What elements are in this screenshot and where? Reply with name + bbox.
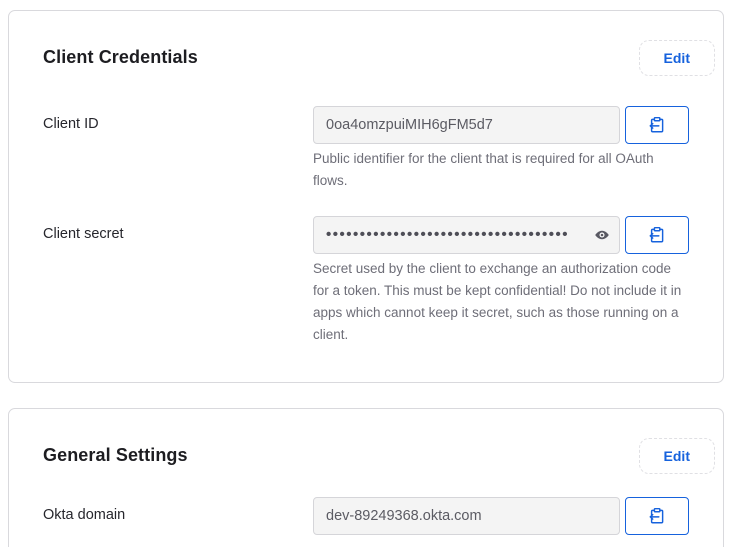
okta-domain-input[interactable] bbox=[313, 497, 620, 535]
general-settings-header bbox=[43, 437, 689, 474]
copy-client-secret-button[interactable] bbox=[625, 216, 689, 254]
copy-to-clipboard-icon bbox=[648, 507, 666, 525]
client-credentials-card bbox=[8, 10, 724, 383]
reveal-secret-button[interactable] bbox=[592, 225, 612, 245]
okta-domain-label: Okta domain bbox=[43, 507, 126, 523]
client-secret-row bbox=[43, 216, 689, 346]
general-settings-card bbox=[8, 408, 724, 547]
client-id-input[interactable] bbox=[313, 106, 620, 144]
okta-domain-content bbox=[313, 497, 689, 535]
client-id-label: Client ID bbox=[43, 116, 99, 132]
client-id-help: Public identifier for the client that is required for all OAuth flows. bbox=[313, 151, 654, 188]
client-credentials-header bbox=[43, 39, 689, 76]
client-secret-input[interactable] bbox=[313, 216, 620, 254]
copy-to-clipboard-icon bbox=[648, 226, 666, 244]
okta-domain-row bbox=[43, 497, 689, 535]
copy-client-id-button[interactable] bbox=[625, 106, 689, 144]
copy-okta-domain-button[interactable] bbox=[625, 497, 689, 535]
client-secret-input-group bbox=[313, 216, 689, 254]
client-secret-masked-value: •••••••••••••••••••••••••••••••••••• bbox=[326, 226, 570, 243]
client-id-content bbox=[313, 106, 689, 192]
eye-icon bbox=[594, 227, 610, 243]
client-id-row bbox=[43, 106, 689, 192]
edit-client-credentials-button[interactable]: Edit bbox=[639, 40, 715, 76]
general-settings-title: General Settings bbox=[43, 445, 188, 465]
copy-to-clipboard-icon bbox=[648, 116, 666, 134]
okta-domain-input-group bbox=[313, 497, 689, 535]
client-credentials-title: Client Credentials bbox=[43, 47, 198, 67]
client-secret-help: Secret used by the client to exchange an authorization code for a token. This must be kept confidential! Do not include it in apps which cannot keep it secret, such as those running on a client. bbox=[313, 261, 682, 342]
edit-general-settings-button[interactable]: Edit bbox=[639, 438, 715, 474]
client-secret-content bbox=[313, 216, 689, 346]
client-id-input-group bbox=[313, 106, 689, 144]
client-secret-label: Client secret bbox=[43, 226, 124, 242]
